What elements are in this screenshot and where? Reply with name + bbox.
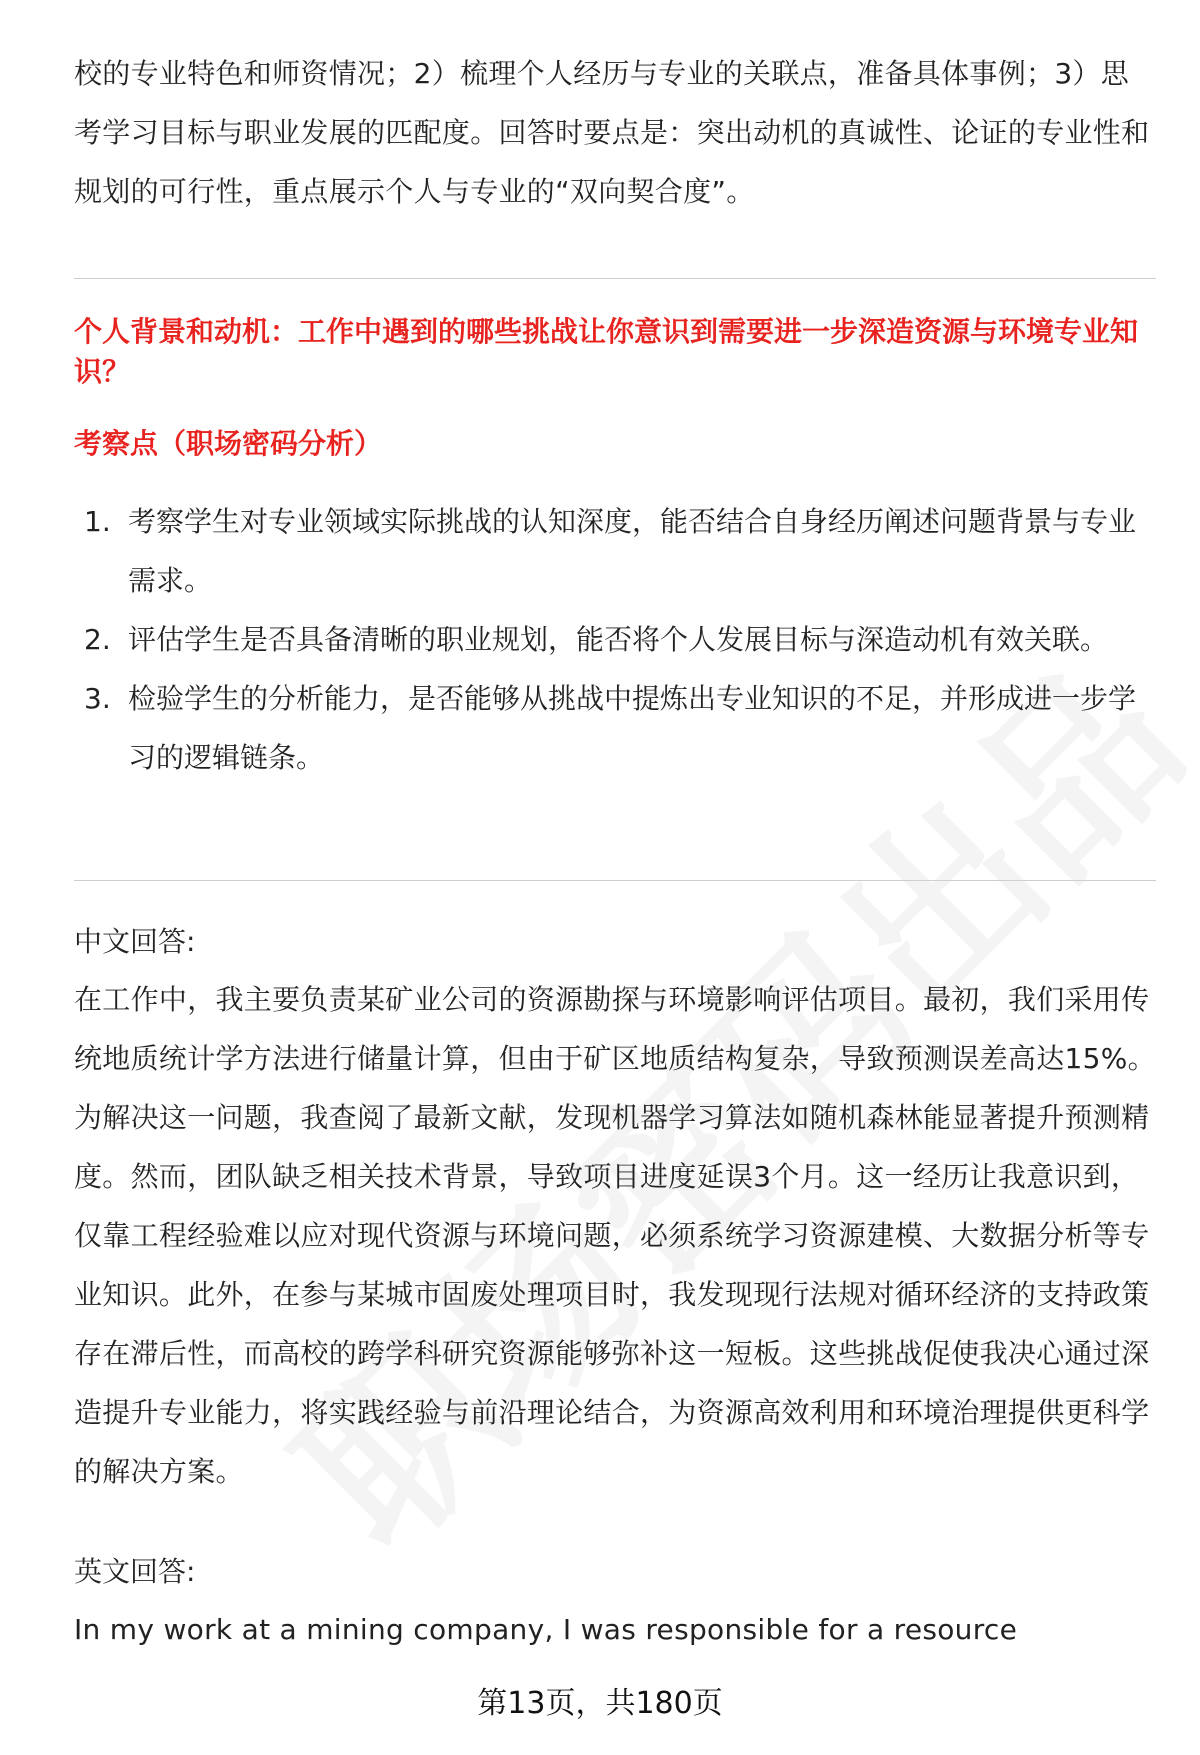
- list-number: 3.: [84, 682, 111, 715]
- top-paragraph: 校的专业特色和师资情况；2）梳理个人经历与专业的关联点，准备具体事例；3）思考学习目标与职业发展的匹配度。回答时要点是：突出动机的真诚性、论证的专业性和规划的可行性，重点展示个人与专业的“双向契合度”。: [74, 57, 1150, 208]
- list-item-text: 评估学生是否具备清晰的职业规划，能否将个人发展目标与深造动机有效关联。: [128, 623, 1109, 656]
- answer-cn-label: 中文回答:: [74, 925, 196, 958]
- list-item: [74, 492, 1156, 610]
- answer-cn-text: 在工作中，我主要负责某矿业公司的资源勘探与环境影响评估项目。最初，我们采用传统地质统计学方法进行储量计算，但由于矿区地质结构复杂，导致预测误差高达15%。为解决这一问题，我查阅了最新文献，发现机器学习算法如随机森林能显著提升预测精度。然而，团队缺乏相关技术背景，导致项目进度延误3个月。这一经历让我意识到，仅靠工程经验难以应对现代资源与环境问题，必须系统学习资源建模、大数据分析等专业知识。此外，在参与某城市固废处理项目时，我发现现行法规对循环经济的支持政策存在滞后性，而高校的跨学科研究资源能够弥补这一短板。这些挑战促使我决心通过深造提升专业能力，将实践经验与前沿理论结合，为资源高效利用和环境治理提供更科学的解决方案。: [74, 983, 1156, 1488]
- answer-en-label: 英文回答:: [74, 1555, 196, 1588]
- answer-cn-block: [74, 922, 1156, 1501]
- list-item-text: 考察学生对专业领域实际挑战的认知深度，能否结合自身经历阐述问题背景与专业需求。: [128, 505, 1137, 597]
- list-item-text: 检验学生的分析能力，是否能够从挑战中提炼出专业知识的不足，并形成进一步学习的逻辑链条。: [128, 682, 1137, 774]
- list-number: 2.: [84, 623, 111, 656]
- top-paragraph-block: [74, 44, 1156, 221]
- list-item: [74, 610, 1156, 669]
- page-footer: 第13页，共180页: [477, 1686, 723, 1721]
- answer-en-block: [74, 1552, 1156, 1659]
- question-title: 个人背景和动机：工作中遇到的哪些挑战让你意识到需要进一步深造资源与环境专业知识？: [74, 315, 1139, 388]
- divider-1: [74, 278, 1156, 279]
- section-label: 考察点（职场密码分析）: [74, 427, 383, 460]
- divider-2: [74, 880, 1156, 881]
- answer-en-text: In my work at a mining company, I was responsible for a resource: [74, 1613, 1018, 1646]
- list-item: [74, 669, 1156, 787]
- list-number: 1.: [84, 505, 111, 538]
- points-list: [74, 492, 1156, 787]
